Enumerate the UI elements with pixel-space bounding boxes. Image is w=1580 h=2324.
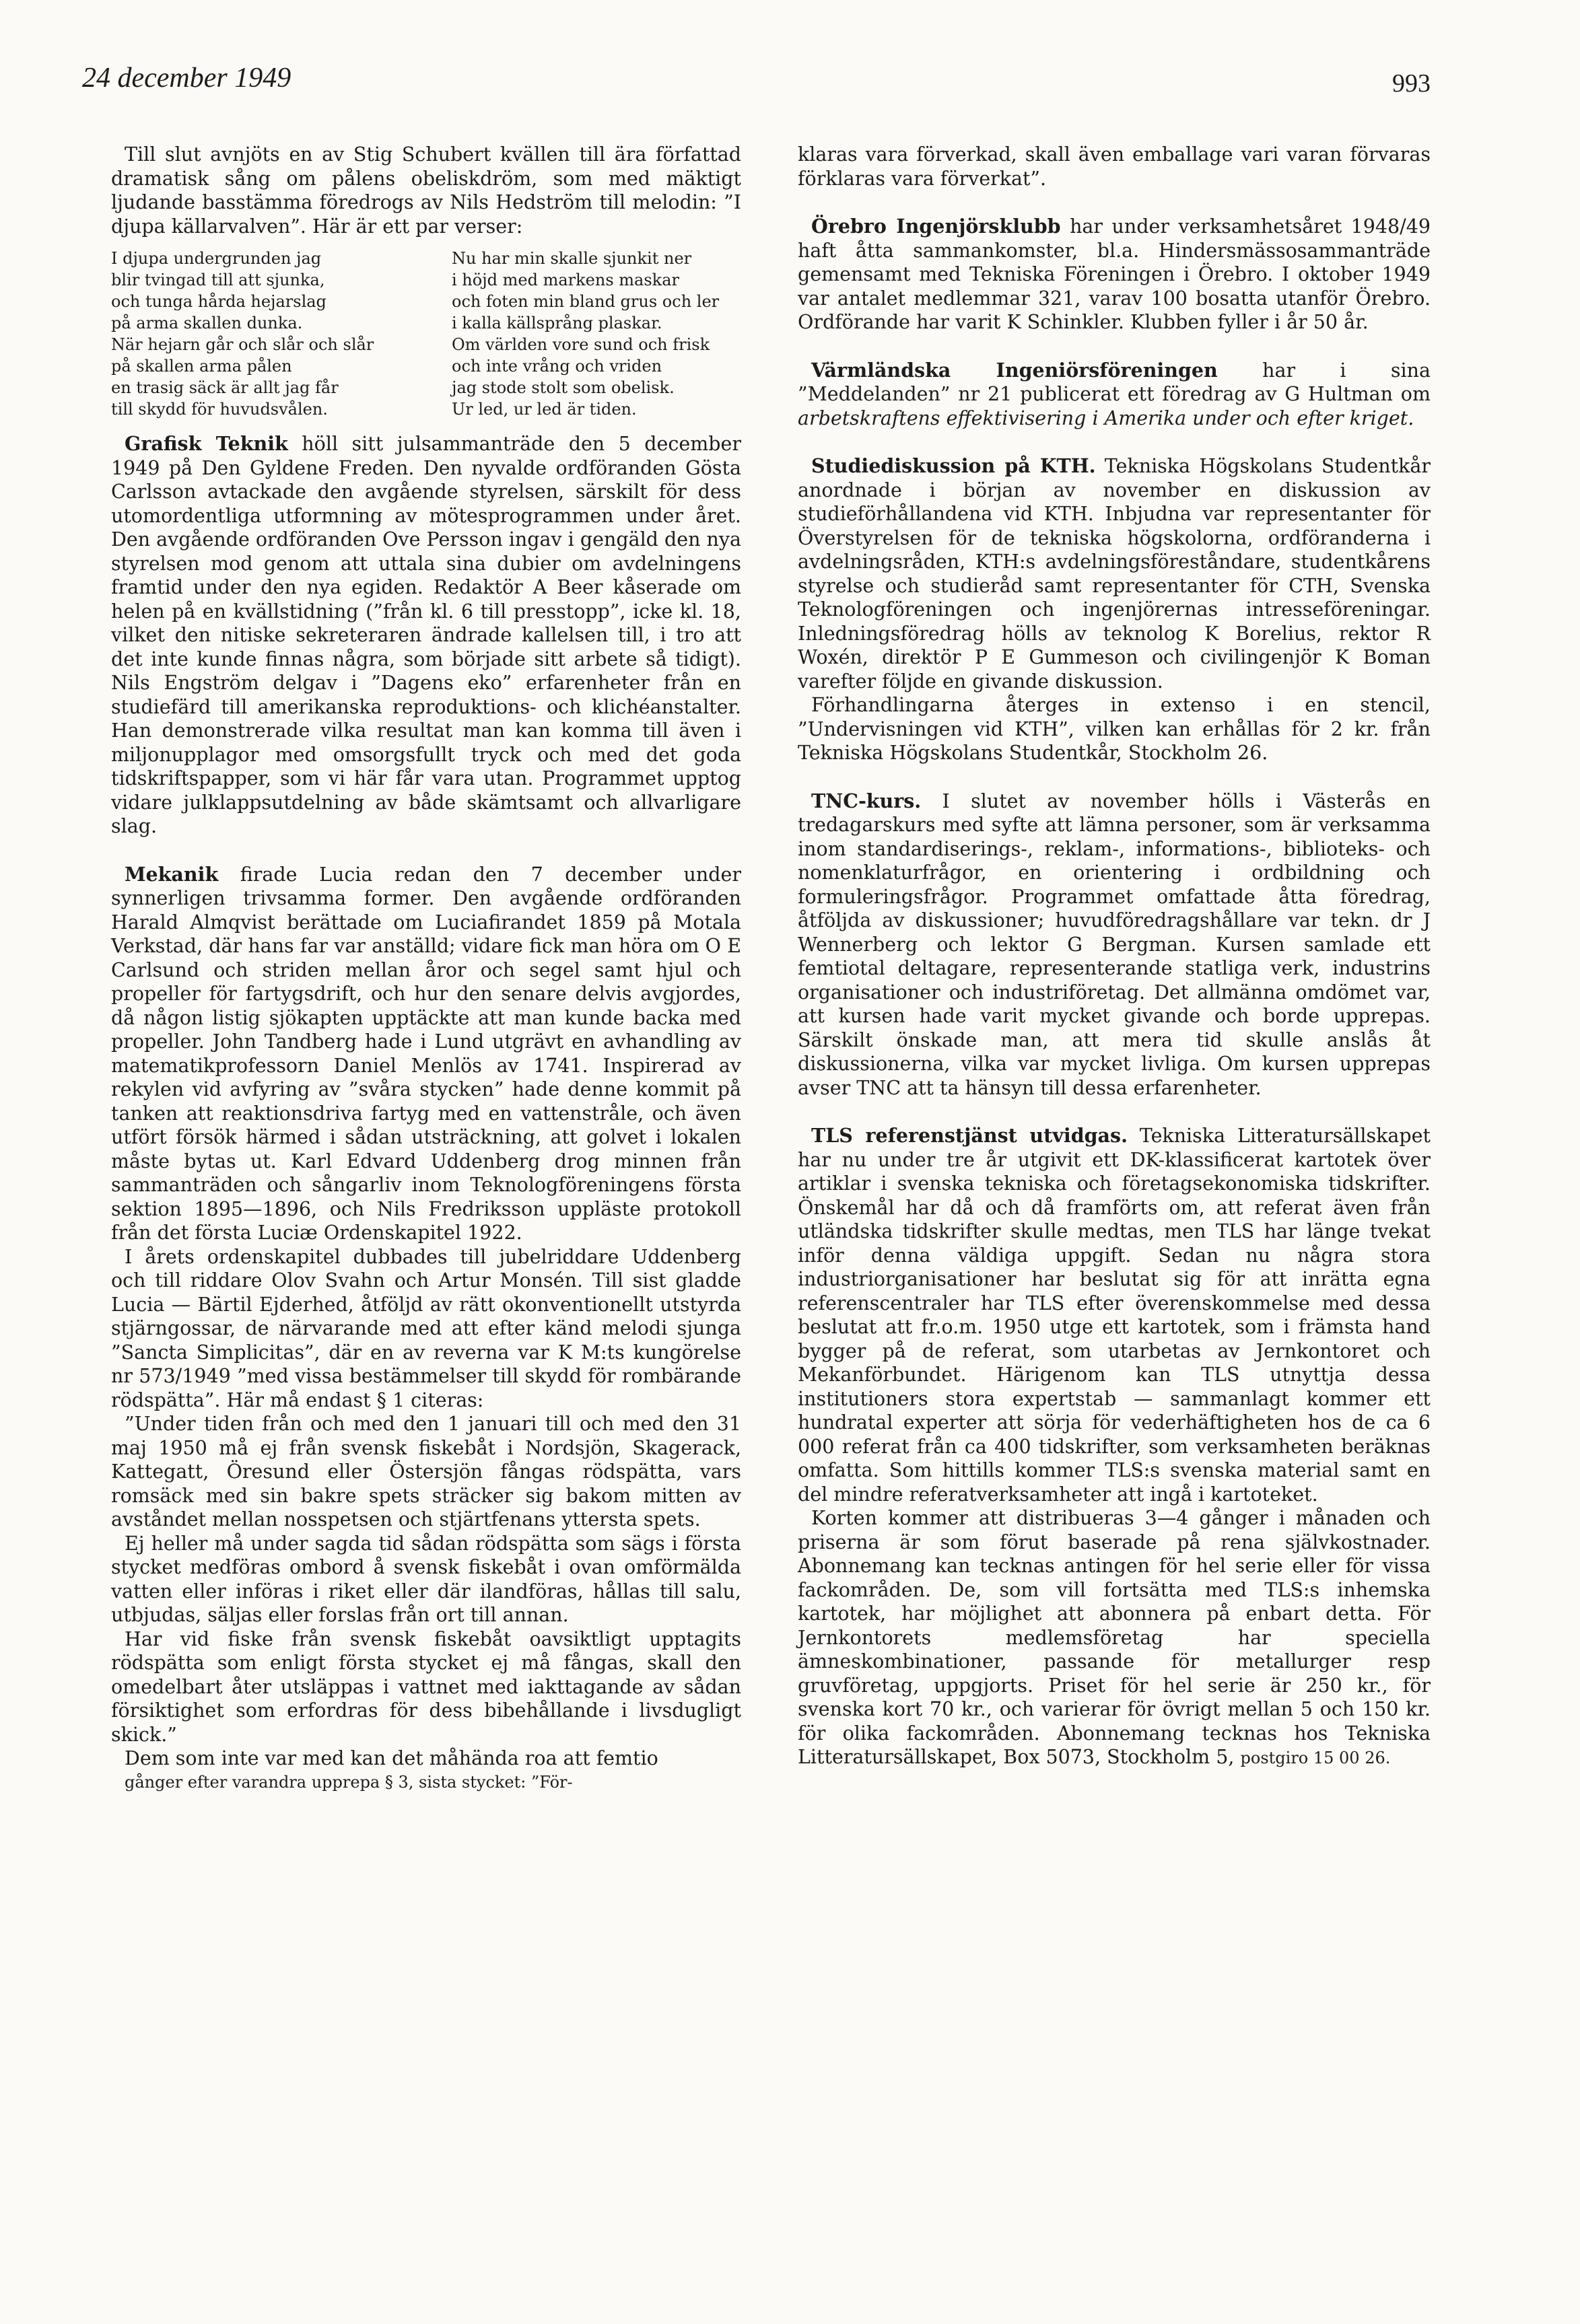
tls-paragraph-2 [798, 1506, 1431, 1771]
poem-line: i kalla källsprång plaskar. [452, 314, 662, 332]
poem-line: till skydd för huvudsvålen. [111, 400, 328, 419]
varmland-paragraph [798, 359, 1431, 431]
poem-line: och tunga hårda hejarslag [111, 292, 327, 311]
tnc-paragraph [798, 789, 1431, 1100]
studie-text: Tekniska Högskolans Studentkår anordnade i början av november en diskussion av studieförhållandena vid KTH. Inbjudna var representanter för Överstyrelsen för de tekniska högskolorna, ordföranderna i avdelningsråden, KTH:s avdelningsföreståndare, studentkårens styrelse och studieråd samt representanter för CTH, Svenska Teknologföreningen och ingenjörernas intresseföreningar. Inledningsföredrag hölls av teknolog K Borelius, rektor R Woxén, direktör P E Gummeson och civilingenjör K Boman varefter följde en givande diskussion. [798, 455, 1431, 693]
tnc-heading: TNC-kurs. [811, 789, 922, 812]
continuation-paragraph: klaras vara förverkad, skall även emballage vari varan förvaras förklaras vara förverkat”. [798, 143, 1431, 190]
left-column [111, 143, 741, 1794]
tls-postgiro: postgiro 15 00 26. [1240, 1749, 1391, 1767]
poem-stanza-2 [452, 248, 741, 420]
varmland-text: har i sina ”Meddelanden” nr 21 publicerat ett föredrag av G Hultman om [798, 359, 1431, 405]
mekanik-text: firade Lucia redan den 7 december under synnerligen trivsamma former. Den avgående ordföranden Harald Almqvist berättade om Luciafirandet 1859 på Motala Verkstad, där hans far var anställd; vidare fick man höra om O E Carlsund och striden mellan åror och segel samt hjul och propeller för fartygsdrift, och hur den senare delvis avgjordes, då någon listig sjökapten upptäckte att man kunde backa med propeller. John Tandberg hade i Lund utgrävt en avhandling av matematikprofessorn Daniel Menlös av 1741. Inspirerad av rekylen vid avfyring av ”svåra stycken” hade denne kommit på tanken att reaktionsdriva fartyg med en vattenstråle, och även utfört försök härmed i sådan utsträckning, att golvet i lokalen måste bytas ut. Karl Edvard Uddenberg drog minnen från sammanträden och sångarliv inom Teknologföreningens första sektion 1895—1896, och Nils Fredriksson uppläste protokoll från det första Luciæ Ordenskapitel 1922. [111, 863, 741, 1244]
tls-text-2: Korten kommer att distribueras 3—4 gånger i månaden och priserna är som förut baserade på rena självkostnader. Abonnemang kan tecknas antingen för hel serie eller för vissa fackområden. De, som vill fortsätta med TLS:s inhemska kartotek, har möjlighet att abonnera på enbart detta. För Jernkontorets medlemsföretag har speciella ämneskombinationer, passande för metallurger resp gruvföretag, uppgjorts. Priset för hel serie är 250 kr., för svenska kort 70 kr., och varierar för övrigt mellan 5 och 150 kr. för olika fackområden. Abonnemang tecknas hos Tekniska Litteratursällskapet, Box 5073, Stockholm 5, [798, 1507, 1431, 1768]
page-number: 993 [1392, 69, 1431, 98]
orebro-text: har under verksamhetsåret 1948/49 haft åtta sammankomster, bl.a. Hindersmässosammanträde gemensamt med Tekniska Föreningen i Örebro. I oktober 1949 var antalet medlemmar 321, varav 100 bosatta utanför Örebro. Ordförande har varit K Schinkler. Klubben fyller i år 50 år. [798, 215, 1431, 333]
tls-text: Tekniska Litteratursällskapet har nu under tre år utgivit ett DK-klassificerat kartotek över artiklar i svenska tekniska och företagsekonomiska tidskrifter. Önskemål har då och då framförts om, att referat även från utländska tidskrifter skulle medtas, men TLS har länge tvekat inför denna väldiga uppgift. Sedan nu några stora industriorganisationer har beslutat sig för att inrätta egna referenscentraler har TLS efter överenskommelse med dessa beslutat att fr.o.m. 1950 utge ett kartotek, som i främsta hand bygger på de referat, som utarbetas av Jernkontoret och Mekanförbundet. Härigenom kan TLS utnyttja dessa institutioners stora expertstab — sammanlagt kommer ett hundratal experter att sörja för vederhäftigheten hos de ca 6 000 referat från ca 400 tidskrifter, som verksamheten beräknas omfatta. Som hittills kommer TLS:s svenska material samt en del mindre referatverksamheter att ingå i kartoteket. [798, 1125, 1431, 1506]
right-column [798, 143, 1431, 1771]
mekanik-paragraph [111, 863, 741, 1245]
poem-line: och inte vrång och vriden [452, 357, 662, 376]
studie-paragraph-2: Förhandlingarna återges in extenso i en stencil, ”Undervisningen vid KTH”, vilken kan erhållas för 2 kr. från Tekniska Högskolans Studentkår, Stockholm 26. [798, 694, 1431, 764]
mekanik-heading: Mekanik [125, 862, 219, 886]
grafisk-paragraph [111, 432, 741, 839]
closing-small-line: gånger efter varandra upprepa § 3, sista stycket: ”För- [125, 1772, 573, 1792]
tnc-text: I slutet av november hölls i Västerås en tredagarskurs med syfte att lämna personer, som är verksamma inom standardiserings-, reklam-, informations-, biblioteks- och nomenklaturfrågor, en orientering i ordbildning och formuleringsfrågor. Programmet omfattade åtta föredrag, åtföljda av diskussioner; huvudföredragshållare var tekn. dr J Wennerberg och lektor G Bergman. Kursen samlade ett femtiotal deltagare, representerande statliga verk, industrins organisationer och industriföretag. Det allmänna omdömet var, att kursen hade varit mycket givande och borde upprepas. Särskilt önskade man, att mera tid skulle anslås åt diskussionerna, vilka var mycket livliga. Om kursen upprepas avser TNC att ta hänsyn till dessa erfarenheter. [798, 789, 1431, 1099]
poem-line: och foten min bland grus och ler [452, 292, 720, 311]
issue-date: 24 december 1949 [82, 63, 291, 94]
varmland-italic-title: arbetskraftens effektivisering i Amerika under och efter kriget. [798, 407, 1414, 429]
poem-line: blir tvingad till att sjunka, [111, 271, 325, 289]
orebro-heading: Örebro Ingenjörsklubb [811, 215, 1061, 238]
tls-paragraph [798, 1124, 1431, 1506]
poem-line: I djupa undergrunden jag [111, 249, 322, 268]
closing-line: Dem som inte var med kan det måhända roa att femtio [125, 1747, 658, 1769]
poem-line: Nu har min skalle sjunkit ner [452, 249, 692, 268]
intro-paragraph: Till slut avnjöts en av Stig Schubert kvällen till ära författad dramatisk sång om pålens obeliskdröm, som med mäktigt ljudande basstämma föredrogs av Nils Hedström till melodin: ”I djupa källarvalven”. Här är ett par verser: [111, 143, 741, 238]
poem-line: på arma skallen dunka. [111, 314, 303, 332]
poem-line: När hejarn går och slår och slår [111, 335, 374, 354]
varmland-heading: Värmländska Ingeniörsföreningen [811, 358, 1218, 382]
quote-paragraph-3: Har vid fiske från svensk fiskebåt oavsiktligt upptagits rödspätta som enligt första stycket ej må fångas, skall den omedelbart åter utsläppas i vattnet med iakttagande av sådan försiktighet som erfordras för dess bibehållande i livsdugligt skick.” [111, 1627, 741, 1746]
poem-line: i höjd med markens maskar [452, 271, 679, 289]
grafisk-text: höll sitt julsammanträde den 5 december 1949 på Den Gyldene Freden. Den nyvalde ordföranden Gösta Carlsson avtackade den avgående styrelsen, särskilt för dess utomordentliga utformning av mötesprogrammen under året. Den avgående ordföranden Ove Persson ingav i gengäld den nya styrelsen mod genom att uttala sina dubier om avdelningens framtid under den nya egiden. Redaktör A Beer kåserade om helen på en kvällstidning (”från kl. 6 till presstopp”, icke kl. 18, vilket den nitiske sekreteraren ändrade kallelsen till, i tro att det inte kunde finnas några, som började sitt arbete så tidigt). Nils Engström delgav i ”Dagens eko” erfarenheter från en studiefärd till amerikanska reproduktions- och klichéanstalter. Han demonstrerade vilka resultat man kan komma till även i miljonupplagor med omsorgsfullt tryck och med det goda tidskriftspapper, som vi här får vara utan. Programmet upptog vidare julklappsutdelning av både skämtsamt och allvarligare slag. [111, 433, 741, 837]
closing-paragraph [111, 1747, 741, 1794]
page-header [82, 62, 1431, 109]
grafisk-heading: Grafisk Teknik [125, 432, 288, 455]
poem-line: Ur led, ur led är tiden. [452, 400, 637, 419]
poem-line: jag stode stolt som obelisk. [452, 378, 675, 397]
studie-heading: Studiediskussion på KTH. [811, 454, 1096, 477]
studie-paragraph [798, 454, 1431, 693]
ordenskapitel-paragraph: I årets ordenskapitel dubbades till jubelriddare Uddenberg och till riddare Olov Svahn och Artur Monsén. Till sist gladde Lucia — Bärtil Ejderhed, åtföljd av rätt okonventionellt utstyrda stjärngossar, de närvarande med att efter känd melodi sjunga ”Sancta Simplicitas”, där en av reverna var K M:ts kungörelse nr 573/1949 ”med vissa bestämmelser till skydd för rombärande rödspätta”. Här må endast § 1 citeras: [111, 1245, 741, 1411]
poem-stanza-1 [111, 248, 401, 420]
poem-line: på skallen arma pålen [111, 357, 292, 376]
tls-heading: TLS referenstjänst utvidgas. [811, 1124, 1128, 1147]
poem [111, 248, 741, 420]
poem-line: en trasig säck är allt jag får [111, 378, 339, 397]
quote-paragraph-1: ”Under tiden från och med den 1 januari till och med den 31 maj 1950 må ej från svensk fiskebåt i Nordsjön, Skagerack, Kattegatt, Öresund eller Östersjön fångas rödspätta, vars romsäck med sin bakre spets sträcker sig bakom mitten av avståndet mellan nosspetsen och stjärtfenans yttersta spets. [111, 1413, 741, 1530]
poem-line: Om världen vore sund och frisk [452, 335, 710, 354]
orebro-paragraph [798, 215, 1431, 334]
quote-paragraph-2: Ej heller må under sagda tid sådan rödspätta som sägs i första stycket medföras ombord å svensk fiskebåt i ovan omförmälda vatten eller införas i riket eller där ilandföras, hållas till salu, utbjudas, säljas eller forslas från ort till annan. [111, 1532, 741, 1626]
